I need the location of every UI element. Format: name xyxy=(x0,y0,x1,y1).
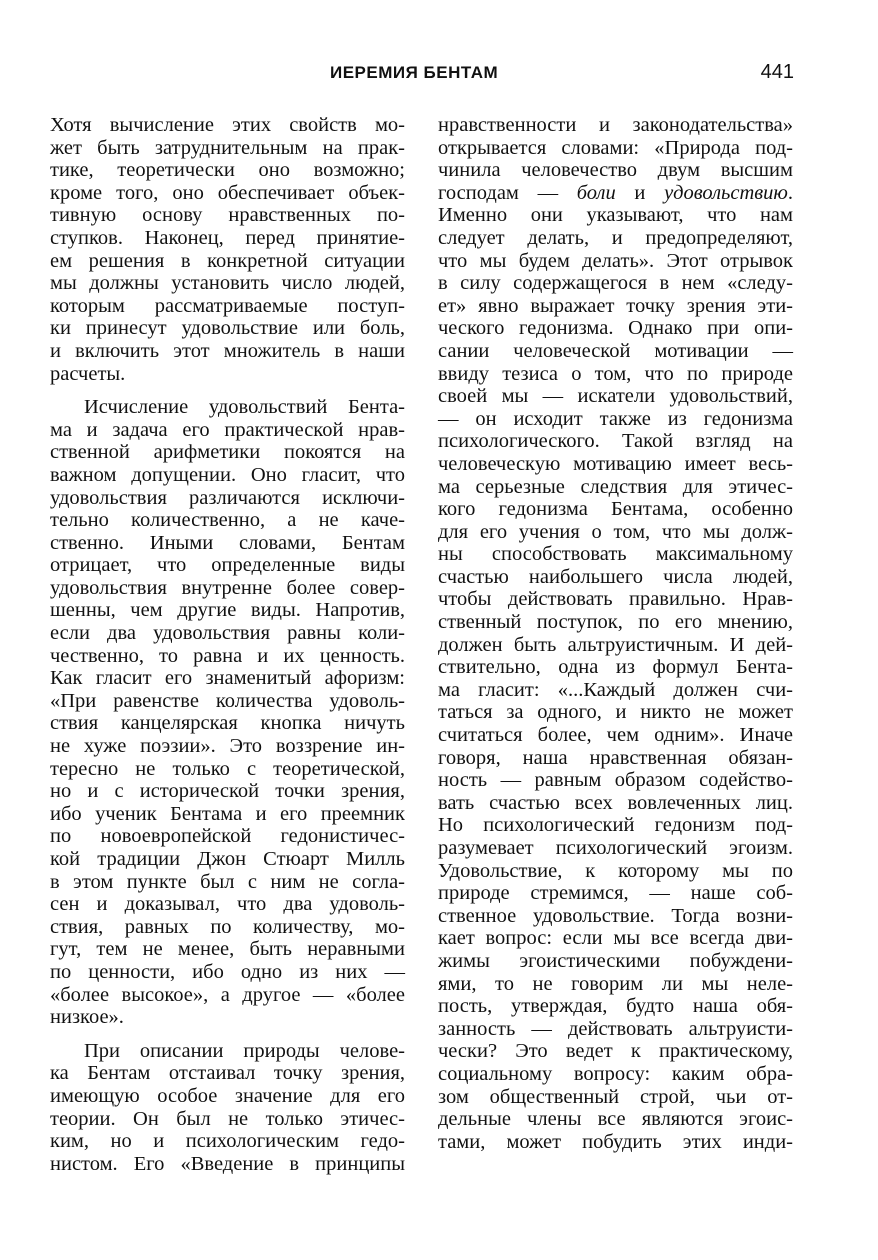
text-line: сен и доказывал, что два удоволь- xyxy=(50,893,405,916)
text-line: Удовольствие, к которому мы по xyxy=(438,859,793,882)
text-line: разумевает психологический эгоизм. xyxy=(438,837,793,859)
text-line: удовольствия внутренне более совер- xyxy=(50,576,405,599)
text-line: господам — боли и удовольствию. xyxy=(438,181,793,204)
text-line: «более высокое», а другое — «более xyxy=(50,983,405,1006)
text-line: кроме того, оно обеспечивает объек- xyxy=(50,181,405,204)
text-line: имеющую особое значение для его xyxy=(50,1084,405,1107)
text-line: если два удовольствия равны коли- xyxy=(50,622,405,645)
text-line: Исчисление удовольствий Бента- xyxy=(84,396,405,419)
text-line: шенны, чем другие виды. Напротив, xyxy=(50,599,405,622)
text-line: тивную основу нравственных по- xyxy=(50,204,405,227)
text-line: вать счастью всех вовлеченных лиц. xyxy=(438,791,793,814)
text-line: тике, теоретически оно возможно; xyxy=(50,159,405,182)
text-line: пость, утверждая, будто наша обя- xyxy=(438,995,793,1018)
text-line: которым рассматриваемые поступ- xyxy=(50,294,405,317)
text-line: кает вопрос: если мы все всегда дви- xyxy=(438,927,793,950)
text-line: зом общественный строй, чьи от- xyxy=(438,1085,793,1108)
text-line: по новоевропейской гедонистичес- xyxy=(50,825,405,848)
text-line: природе стремимся, — наше соб- xyxy=(438,882,793,905)
text-line: кой традиции Джон Стюарт Милль xyxy=(50,848,405,870)
running-head xyxy=(0,63,878,93)
text-line: Хотя вычисление этих свойств мо- xyxy=(50,114,405,136)
text-line: При описании природы челове- xyxy=(84,1039,405,1062)
text-line: но и с исторической точки зрения, xyxy=(50,780,405,803)
text-line: ки принесут удовольствие или боль, xyxy=(50,317,405,340)
text-line: ны способствовать максимальному xyxy=(438,543,793,566)
text-line: занность — действовать альтруисти- xyxy=(438,1017,793,1040)
text-line: ма гласит: «...Каждый должен счи- xyxy=(438,678,793,701)
text-line: отрицает, что определенные виды xyxy=(50,554,405,577)
text-line: что мы будем делать». Этот отрывок xyxy=(438,249,793,272)
text-line: ма и задача его практической нрав- xyxy=(50,418,405,441)
text-line: — он исходит также из гедонизма xyxy=(438,407,793,430)
text-line: следует делать, и предопределяют, xyxy=(438,226,793,249)
text-line: мы должны установить число людей, xyxy=(50,272,405,295)
text-line: ет» явно выражает точку зрения эти- xyxy=(438,294,793,317)
text-line: нравственности и законодательства» xyxy=(438,114,793,136)
text-line: ким, но и психологическим гедо- xyxy=(50,1130,405,1153)
text-line: психологического. Такой взгляд на xyxy=(438,430,793,453)
text-line: Но психологический гедонизм под- xyxy=(438,814,793,837)
text-line: ственной арифметики покоятся на xyxy=(50,441,405,464)
left-column xyxy=(50,114,405,1175)
text-line: счастью наибольшего числа людей, xyxy=(438,565,793,588)
text-line: чтобы действовать правильно. Нрав- xyxy=(438,588,793,611)
text-line: таться за одного, и никто не может xyxy=(438,701,793,724)
text-line: социальному вопросу: каким обра- xyxy=(438,1062,793,1085)
text-line: говоря, наша нравственная обязан- xyxy=(438,746,793,769)
running-title: ИЕРЕМИЯ БЕНТАМ xyxy=(330,63,499,82)
page-number: 441 xyxy=(760,61,794,83)
text-line: жет быть затруднительным на прак- xyxy=(50,136,405,159)
text-line: чески? Это ведет к практическому, xyxy=(438,1040,793,1063)
text-line: ем решения в конкретной ситуации xyxy=(50,249,405,272)
text-line: ма серьезные следствия для этичес- xyxy=(438,475,793,498)
text-line: должен быть альтруистичным. И дей- xyxy=(438,633,793,656)
text-line: в силу содержащегося в нем «следу- xyxy=(438,272,793,295)
text-line: ствия канцелярская кнопка ничуть xyxy=(50,712,405,735)
text-line: жимы эгоистическими побуждени- xyxy=(438,949,793,972)
paragraph-gap xyxy=(50,1029,405,1040)
text-line: чинила человечество двум высшим xyxy=(438,159,793,182)
text-line: ственный поступок, по его мнению, xyxy=(438,611,793,634)
text-line: чественно, то равна и их ценность. xyxy=(50,644,405,667)
text-line: тами, может побудить этих инди- xyxy=(438,1130,793,1153)
text-line: важном допущении. Оно гласит, что xyxy=(50,463,405,486)
text-line: нистом. Его «Введение в принципы xyxy=(50,1152,405,1175)
text-line: ственно. Иными словами, Бентам xyxy=(50,531,405,554)
text-line: гут, тем не менее, быть неравными xyxy=(50,938,405,961)
text-line: ствительно, одна из формул Бента- xyxy=(438,656,793,679)
text-line: для его учения о том, что мы долж- xyxy=(438,520,793,543)
text-line: тересно не только с теоретической, xyxy=(50,757,405,780)
text-line: человеческую мотивацию имеет весь- xyxy=(438,452,793,475)
paragraph-gap xyxy=(50,385,405,396)
text-line: ибо ученик Бентама и его преемник xyxy=(50,802,405,825)
text-line: ями, то не говорим ли мы неле- xyxy=(438,972,793,995)
text-line: ственное удовольствие. Тогда возни- xyxy=(438,904,793,927)
text-line: расчеты. xyxy=(50,362,126,385)
text-line: удовольствия различаются исключи- xyxy=(50,486,405,509)
text-line: ность — равным образом содейство- xyxy=(438,769,793,792)
text-line: Именно они указывают, что нам xyxy=(438,204,793,227)
text-line: тельно количественно, а не каче- xyxy=(50,509,405,532)
text-line: ступков. Наконец, перед принятие- xyxy=(50,226,405,249)
text-line: ввиду тезиса о том, что по природе xyxy=(438,362,793,385)
text-line: в этом пункте был с ним не согла- xyxy=(50,870,405,893)
text-line: по ценности, ибо одно из них — xyxy=(50,960,405,983)
text-line: и включить этот множитель в наши xyxy=(50,339,405,362)
text-line: ка Бентам отстаивал точку зрения, xyxy=(50,1062,405,1085)
text-line: «При равенстве количества удоволь- xyxy=(50,689,405,712)
text-line: теории. Он был не только этичес- xyxy=(50,1107,405,1130)
text-line: Как гласит его знаменитый афоризм: xyxy=(50,667,405,690)
text-line: открывается словами: «Природа под- xyxy=(438,136,793,159)
text-line: считаться более, чем одним». Иначе xyxy=(438,724,793,747)
text-line: ческого гедонизма. Однако при опи- xyxy=(438,317,793,340)
text-line: своей мы — искатели удовольствий, xyxy=(438,385,793,408)
text-line: дельные члены все являются эгоис- xyxy=(438,1108,793,1131)
text-line: кого гедонизма Бентама, особенно xyxy=(438,498,793,521)
text-line: не хуже поэзии». Это воззрение ин- xyxy=(50,735,405,758)
text-line: сании человеческой мотивации — xyxy=(438,339,793,362)
text-line: ствия, равных по количеству, мо- xyxy=(50,915,405,938)
right-column xyxy=(438,114,793,1153)
text-line: низкое». xyxy=(50,1006,124,1029)
